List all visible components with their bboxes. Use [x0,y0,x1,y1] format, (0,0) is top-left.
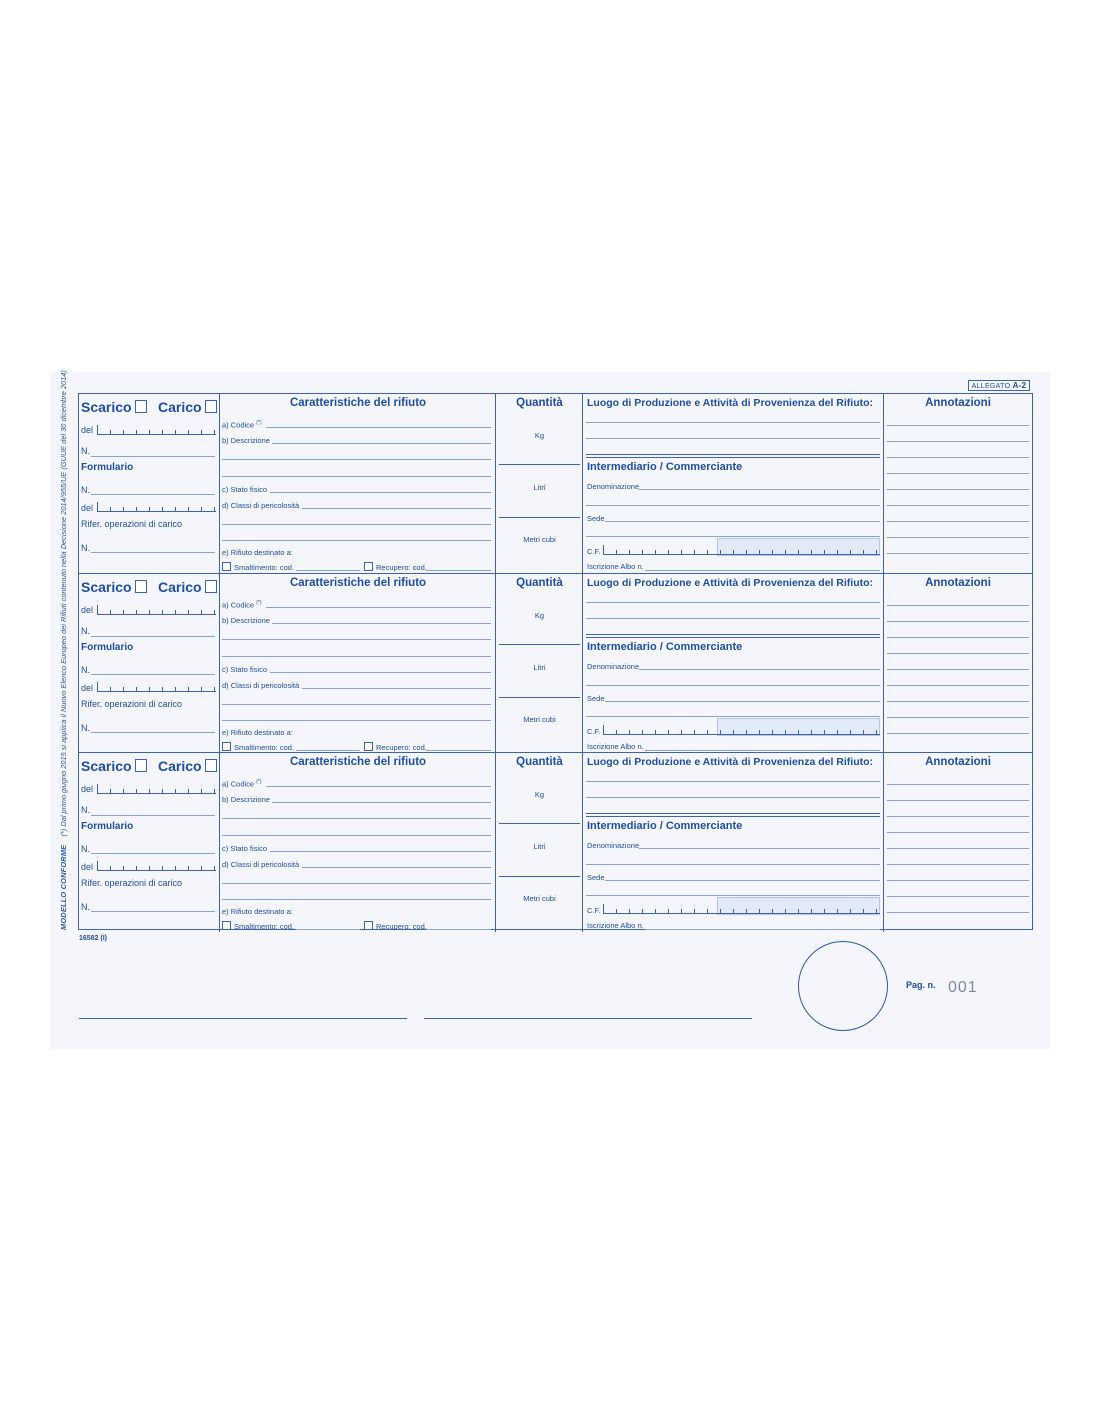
carico-checkbox[interactable] [205,400,217,413]
rifer-label: Rifer. operazioni di carico [81,699,183,709]
denominazione-line-2[interactable] [586,505,880,506]
del-label: del [81,425,94,435]
descrizione-line-2[interactable] [222,639,491,640]
scarico-label: Scarico [81,758,132,774]
luogo-line-3[interactable] [586,634,880,635]
classi-line-3[interactable] [222,899,491,900]
annotazioni-line[interactable] [887,717,1029,718]
scarico-checkbox[interactable] [135,580,147,593]
annotazioni-line[interactable] [887,912,1029,913]
caratteristiche-column [220,394,496,573]
recupero-option[interactable]: Recupero: cod. [364,562,427,572]
recupero-code-field[interactable] [426,570,491,571]
formulario-label: Formulario [81,462,134,473]
del-date-field[interactable] [97,605,216,615]
annotazioni-line[interactable] [887,621,1029,622]
luogo-title: Luogo di Produzione e Attività di Provenienza del Rifiuto: [587,397,874,409]
rifer-label: Rifer. operazioni di carico [81,878,183,888]
del-label: del [81,605,94,615]
formulario-n-field[interactable] [91,674,215,675]
annotazioni-line[interactable] [887,701,1029,702]
del-date-field[interactable] [97,425,216,435]
smaltimento-checkbox[interactable] [222,921,231,930]
codice-field[interactable] [266,786,491,787]
sede-field[interactable] [605,880,880,881]
denominazione-label: Denominazione [587,841,640,850]
luogo-line-2[interactable] [586,438,880,439]
scarico-option[interactable] [81,758,147,774]
litri-label: Litri [533,663,546,672]
recupero-code-field[interactable] [426,929,491,930]
annotazioni-line[interactable] [887,637,1029,638]
scarico-label: Scarico [81,579,132,595]
descrizione-label: b) Descrizione [222,616,270,625]
n-field[interactable] [91,636,215,637]
codice-label: a) Codice (*) [222,779,262,789]
movement-column [79,753,220,932]
rifer-n-field[interactable] [91,732,215,733]
movement-column [79,394,220,573]
stato-fisico-field[interactable] [270,492,491,493]
register-entry [79,573,1032,753]
kg-label: Kg [534,790,545,799]
luogo-line-3[interactable] [586,813,880,814]
annotazioni-line[interactable] [887,685,1029,686]
smaltimento-checkbox[interactable] [222,562,231,571]
cf-field[interactable] [603,545,880,555]
side-note-text: (*) Dal primo giugno 2015 si applica il Nuovo Elenco Europeo dei Rifiuti contenuto nella Decisione 2014/955/UE (GUUE del 30 dicembre 2014) [59,370,68,837]
formulario-del-field[interactable] [97,502,216,512]
annotazioni-line[interactable] [887,473,1029,474]
page-label: Pag. n. [906,980,936,990]
formulario-n-label: N. [81,665,90,675]
denominazione-label: Denominazione [587,482,640,491]
sede-line-2[interactable] [586,895,880,896]
stato-fisico-field[interactable] [270,672,491,673]
carico-option[interactable] [158,758,217,774]
sede-line-2[interactable] [586,536,880,537]
register-grid [78,393,1033,930]
luogo-column [583,574,884,753]
luogo-line-1[interactable] [586,602,880,603]
rifer-n-field[interactable] [91,911,215,912]
quantita-column [496,753,583,932]
destinato-label: e) Rifiuto destinato a: [222,548,293,557]
formulario-n-field[interactable] [91,853,215,854]
luogo-line-1[interactable] [586,422,880,423]
litri-label: Litri [533,483,546,492]
metri-cubi-label: Metri cubi [523,535,556,544]
smaltimento-option[interactable]: Smaltimento: cod. [222,742,294,752]
sede-line-2[interactable] [586,716,880,717]
cf-label: C.F. [587,547,601,556]
luogo-line-2[interactable] [586,618,880,619]
classi-label: d) Classi di pericolosità [222,501,300,510]
litri-divider [499,876,580,877]
formulario-del-field[interactable] [97,861,216,871]
iscrizione-field[interactable] [645,750,880,751]
destinato-label: e) Rifiuto destinato a: [222,728,293,737]
annotazioni-line[interactable] [887,848,1029,849]
stato-fisico-label: c) Stato fisico [222,485,268,494]
carico-label: Carico [158,579,202,595]
intermediario-divider [586,457,880,458]
form-number: 16582 (I) [79,935,108,942]
kg-divider [499,644,580,645]
smaltimento-code-field[interactable] [296,929,360,930]
recupero-code-field[interactable] [426,750,491,751]
classi-field[interactable] [302,867,491,868]
formulario-label: Formulario [81,642,134,653]
sede-label: Sede [587,694,605,703]
model-conforme: MODELLO CONFORME [59,844,68,930]
litri-label: Litri [533,842,546,851]
movement-column [79,574,220,753]
scarico-option[interactable] [81,579,147,595]
descrizione-line-2[interactable] [222,459,491,460]
rifer-n-label: N. [81,723,90,733]
annotazioni-line[interactable] [887,537,1029,538]
caratteristiche-column [220,753,496,932]
annotazioni-column [884,574,1032,753]
n-field[interactable] [91,456,215,457]
scarico-label: Scarico [81,399,132,415]
kg-label: Kg [534,431,545,440]
descrizione-label: b) Descrizione [222,436,270,445]
intermediario-title: Intermediario / Commerciante [587,820,743,832]
iscrizione-field[interactable] [645,929,880,930]
quantita-title: Quantità [516,756,563,768]
codice-label: a) Codice (*) [222,420,262,430]
classi-line-2[interactable] [222,883,491,884]
recupero-option[interactable]: Recupero: cod. [364,921,427,931]
cf-field[interactable] [603,725,880,735]
annotazioni-line[interactable] [887,605,1029,606]
classi-label: d) Classi di pericolosità [222,860,300,869]
intermediario-divider [586,816,880,817]
sede-field[interactable] [605,701,880,702]
luogo-title: Luogo di Produzione e Attività di Provenienza del Rifiuto: [587,756,874,768]
sede-label: Sede [587,514,605,523]
caratteristiche-title: Caratteristiche del rifiuto [289,397,427,409]
recupero-checkbox[interactable] [364,562,373,571]
cf-field[interactable] [603,904,880,914]
quantita-column [496,574,583,753]
classi-line-3[interactable] [222,540,491,541]
annotazioni-line[interactable] [887,441,1029,442]
rifer-label: Rifer. operazioni di carico [81,519,183,529]
quantita-title: Quantità [516,577,563,589]
annotazioni-line[interactable] [887,505,1029,506]
codice-field[interactable] [266,607,491,608]
denominazione-line-2[interactable] [586,864,880,865]
smaltimento-option[interactable]: Smaltimento: cod. [222,921,294,931]
descrizione-line-3[interactable] [222,656,491,657]
annotazioni-line[interactable] [887,733,1029,734]
annotazioni-line[interactable] [887,489,1029,490]
recupero-checkbox[interactable] [364,921,373,930]
classi-line-2[interactable] [222,704,491,705]
intermediario-title: Intermediario / Commerciante [587,641,743,653]
quantita-column [496,394,583,573]
denominazione-field[interactable] [639,489,880,490]
register-entry [79,752,1032,932]
rifer-n-label: N. [81,543,90,553]
annotazioni-line[interactable] [887,800,1029,801]
destinato-label: e) Rifiuto destinato a: [222,907,293,916]
sede-label: Sede [587,873,605,882]
formulario-label: Formulario [81,821,134,832]
metri-cubi-label: Metri cubi [523,894,556,903]
descrizione-field[interactable] [272,623,491,624]
formulario-del-field[interactable] [97,682,216,692]
annotazioni-line[interactable] [887,832,1029,833]
codice-field[interactable] [266,427,491,428]
recupero-option[interactable]: Recupero: cod. [364,742,427,752]
formulario-n-label: N. [81,844,90,854]
caratteristiche-title: Caratteristiche del rifiuto [289,577,427,589]
annotazioni-line[interactable] [887,669,1029,670]
litri-divider [499,697,580,698]
kg-label: Kg [534,611,545,620]
signature-line-2[interactable] [424,1018,752,1019]
cf-label: C.F. [587,727,601,736]
metri-cubi-label: Metri cubi [523,715,556,724]
del-label: del [81,784,94,794]
allegato-label: ALLEGATO [971,383,1011,390]
rifer-n-label: N. [81,902,90,912]
annotazioni-line[interactable] [887,653,1029,654]
n-label: N. [81,805,90,815]
annotazioni-column [884,753,1032,932]
descrizione-line-3[interactable] [222,835,491,836]
carico-checkbox[interactable] [205,759,217,772]
annotazioni-line[interactable] [887,896,1029,897]
smaltimento-code-field[interactable] [296,750,360,751]
annotazioni-line[interactable] [887,880,1029,881]
carico-option[interactable] [158,399,217,415]
del-date-field[interactable] [97,784,216,794]
iscrizione-field[interactable] [645,570,880,571]
annotazioni-title: Annotazioni [925,397,991,409]
smaltimento-option[interactable]: Smaltimento: cod. [222,562,294,572]
luogo-line-1[interactable] [586,781,880,782]
luogo-column [583,753,884,932]
rifer-n-field[interactable] [91,552,215,553]
formulario-del-label: del [81,862,94,872]
smaltimento-checkbox[interactable] [222,742,231,751]
intermediario-divider [586,637,880,638]
luogo-line-3[interactable] [586,454,880,455]
kg-divider [499,823,580,824]
carico-checkbox[interactable] [205,580,217,593]
n-field[interactable] [91,815,215,816]
formulario-del-label: del [81,503,94,513]
n-label: N. [81,626,90,636]
annotazioni-line[interactable] [887,784,1029,785]
denominazione-line-2[interactable] [586,685,880,686]
cf-label: C.F. [587,906,601,915]
page-number: 001 [948,979,978,996]
luogo-line-2[interactable] [586,797,880,798]
caratteristiche-title: Caratteristiche del rifiuto [289,756,427,768]
formulario-del-label: del [81,683,94,693]
carico-option[interactable] [158,579,217,595]
register-entry [79,394,1032,573]
luogo-column [583,394,884,573]
denominazione-label: Denominazione [587,662,640,671]
annotazioni-line[interactable] [887,864,1029,865]
scarico-checkbox[interactable] [135,400,147,413]
classi-line-3[interactable] [222,720,491,721]
classi-field[interactable] [302,508,491,509]
descrizione-line-2[interactable] [222,818,491,819]
scarico-checkbox[interactable] [135,759,147,772]
stato-fisico-label: c) Stato fisico [222,665,268,674]
allegato-tag [968,380,1030,391]
quantita-title: Quantità [516,397,563,409]
descrizione-field[interactable] [272,443,491,444]
annotazioni-line[interactable] [887,425,1029,426]
descrizione-field[interactable] [272,802,491,803]
allegato-code: A-2 [1012,381,1027,390]
descrizione-line-3[interactable] [222,476,491,477]
signature-line-1[interactable] [79,1018,407,1019]
denominazione-field[interactable] [639,669,880,670]
stato-fisico-label: c) Stato fisico [222,844,268,853]
n-label: N. [81,446,90,456]
iscrizione-label: Iscrizione Albo n. [587,921,644,930]
smaltimento-code-field[interactable] [296,570,360,571]
annotazioni-line[interactable] [887,457,1029,458]
annotazioni-title: Annotazioni [925,756,991,768]
descrizione-label: b) Descrizione [222,795,270,804]
caratteristiche-column [220,574,496,753]
scarico-option[interactable] [81,399,147,415]
classi-line-2[interactable] [222,524,491,525]
classi-field[interactable] [302,688,491,689]
annotazioni-column [884,394,1032,573]
formulario-n-field[interactable] [91,494,215,495]
annotazioni-title: Annotazioni [925,577,991,589]
luogo-title: Luogo di Produzione e Attività di Provenienza del Rifiuto: [587,577,874,589]
side-note [57,370,71,930]
stato-fisico-field[interactable] [270,851,491,852]
annotazioni-line[interactable] [887,521,1029,522]
stamp-circle [798,941,888,1031]
litri-divider [499,517,580,518]
codice-label: a) Codice (*) [222,600,262,610]
annotazioni-line[interactable] [887,553,1029,554]
annotazioni-line[interactable] [887,816,1029,817]
formulario-n-label: N. [81,485,90,495]
iscrizione-label: Iscrizione Albo n. [587,742,644,751]
kg-divider [499,464,580,465]
sede-field[interactable] [605,521,880,522]
denominazione-field[interactable] [639,848,880,849]
iscrizione-label: Iscrizione Albo n. [587,562,644,571]
classi-label: d) Classi di pericolosità [222,681,300,690]
carico-label: Carico [158,399,202,415]
recupero-checkbox[interactable] [364,742,373,751]
carico-label: Carico [158,758,202,774]
intermediario-title: Intermediario / Commerciante [587,461,743,473]
